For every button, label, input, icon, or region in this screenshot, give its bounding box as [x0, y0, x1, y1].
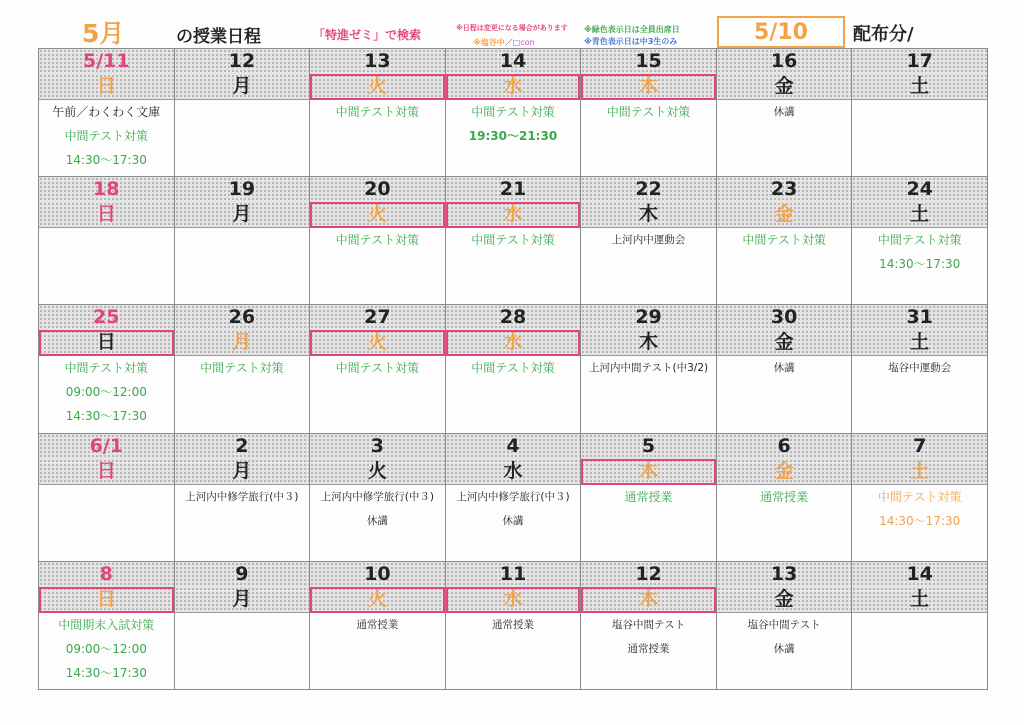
- day-cell: [309, 304, 446, 433]
- day-number: 27: [310, 305, 445, 331]
- weekday-label: 土: [852, 74, 987, 100]
- day-cell: [38, 304, 175, 433]
- day-cell: [445, 176, 582, 305]
- event-line: 午前／わくわく文庫: [52, 105, 161, 119]
- event-line: 中間テスト対策: [742, 233, 826, 248]
- weekday-label: 月: [175, 587, 310, 613]
- page-title: の授業日程: [176, 27, 261, 47]
- event-line: 14:30〜17:30: [879, 257, 961, 272]
- day-number: 22: [581, 177, 716, 203]
- day-cell: [309, 433, 446, 562]
- day-cell: [174, 48, 311, 177]
- event-line: 休講: [366, 514, 388, 527]
- day-cell: [716, 561, 853, 690]
- day-number: 25: [39, 305, 174, 331]
- day-events: [175, 356, 310, 380]
- day-cell: [174, 561, 311, 690]
- weekday-label: 木: [581, 330, 716, 356]
- day-number: 18: [39, 177, 174, 203]
- calendar-grid: [38, 48, 987, 689]
- day-number: 26: [175, 305, 310, 331]
- day-events: [446, 228, 581, 252]
- weekday-label: 金: [717, 330, 852, 356]
- day-number: 5/11: [39, 49, 174, 75]
- event-line: 19:30〜21:30: [468, 129, 558, 143]
- day-number: 3: [310, 434, 445, 460]
- event-line: 中間テスト対策: [471, 233, 555, 248]
- day-number: 31: [852, 305, 987, 331]
- distribution-date: 5/10: [717, 16, 845, 48]
- day-events: [717, 356, 852, 380]
- event-line: 中間テスト対策: [877, 233, 962, 248]
- day-events: [310, 100, 445, 124]
- school-note-sep: ／: [504, 38, 513, 47]
- weekday-label: 日: [39, 330, 174, 356]
- day-number: 10: [310, 562, 445, 588]
- day-events: [852, 228, 987, 276]
- day-number: 5: [581, 434, 716, 460]
- day-events: [446, 356, 581, 380]
- weekday-label: 土: [852, 330, 987, 356]
- day-number: 23: [717, 177, 852, 203]
- weekday-label: 日: [39, 74, 174, 100]
- event-line: 中間テスト対策: [335, 361, 420, 376]
- day-cell: [716, 176, 853, 305]
- day-cell: [716, 48, 853, 177]
- day-number: 4: [446, 434, 581, 460]
- school-note: [473, 37, 535, 48]
- event-line: 中間テスト対策: [200, 361, 284, 376]
- weekday-label: 月: [175, 74, 310, 100]
- day-cell: [716, 433, 853, 562]
- month-label: 5月: [82, 19, 125, 48]
- day-events: [581, 356, 716, 380]
- day-cell: [174, 433, 311, 562]
- weekday-label: 金: [717, 459, 852, 485]
- day-events: [717, 228, 852, 252]
- event-line: 上河内中間テスト(中3/2): [588, 362, 709, 375]
- day-events: [581, 613, 716, 661]
- day-number: 20: [310, 177, 445, 203]
- day-cell: [580, 176, 717, 305]
- day-events: [39, 100, 174, 172]
- search-hint: 「特進ゼミ」で検索: [313, 28, 422, 42]
- event-line: 上河内中修学旅行(中３): [456, 490, 570, 503]
- event-line: 中間テスト対策: [471, 105, 555, 119]
- weekday-label: 水: [446, 74, 581, 100]
- day-number: 2: [175, 434, 310, 460]
- day-events: [310, 613, 445, 637]
- day-number: 15: [581, 49, 716, 75]
- weekday-label: 火: [310, 74, 445, 100]
- event-line: 通常授業: [491, 618, 534, 631]
- event-line: 上河内中修学旅行(中３): [185, 490, 299, 503]
- school-note-b: □con: [512, 38, 535, 47]
- weekday-label: 水: [446, 330, 581, 356]
- calendar-week: [38, 48, 987, 176]
- weekday-label: 木: [581, 587, 716, 613]
- weekday-label: 月: [175, 202, 310, 228]
- page-header: [0, 0, 1024, 48]
- day-cell: [38, 48, 175, 177]
- event-line: 休講: [502, 514, 524, 527]
- event-line: 14:30〜17:30: [65, 665, 147, 680]
- day-number: 8: [39, 562, 174, 588]
- event-line: 09:00〜12:00: [65, 641, 147, 656]
- day-cell: [309, 176, 446, 305]
- day-cell: [445, 48, 582, 177]
- day-cell: [851, 304, 988, 433]
- event-line: 中間テスト対策: [64, 129, 149, 143]
- day-number: 12: [581, 562, 716, 588]
- day-events: [852, 356, 987, 380]
- day-events: [446, 100, 581, 148]
- event-line: 中間テスト対策: [335, 105, 420, 119]
- event-line: 14:30〜17:30: [879, 513, 961, 528]
- day-events: [310, 485, 445, 533]
- day-events: [717, 613, 852, 661]
- event-line: 塩谷中間テスト: [612, 618, 686, 631]
- weekday-label: 土: [852, 202, 987, 228]
- weekday-label: 金: [717, 74, 852, 100]
- event-line: 中間テスト対策: [606, 105, 691, 119]
- day-number: 7: [852, 434, 987, 460]
- weekday-label: 月: [175, 330, 310, 356]
- weekday-label: 水: [446, 587, 581, 613]
- weekday-label: 金: [717, 202, 852, 228]
- day-number: 16: [717, 49, 852, 75]
- day-events: [581, 228, 716, 252]
- day-cell: [445, 304, 582, 433]
- day-number: 30: [717, 305, 852, 331]
- day-cell: [851, 48, 988, 177]
- day-cell: [851, 561, 988, 690]
- day-events: [581, 100, 716, 124]
- day-events: [446, 613, 581, 637]
- day-number: 9: [175, 562, 310, 588]
- event-line: 14:30〜17:30: [65, 409, 147, 424]
- event-line: 中間テスト対策: [877, 489, 962, 504]
- weekday-label: 火: [310, 587, 445, 613]
- event-line: 通常授業: [356, 618, 399, 631]
- day-events: [39, 613, 174, 685]
- weekday-label: 月: [175, 459, 310, 485]
- weekday-label: 木: [581, 74, 716, 100]
- event-line: 塩谷中間テスト: [747, 618, 821, 631]
- day-cell: [580, 304, 717, 433]
- day-cell: [851, 176, 988, 305]
- event-line: 14:30〜17:30: [65, 153, 147, 167]
- calendar-week: [38, 304, 987, 432]
- day-cell: [38, 433, 175, 562]
- day-number: 19: [175, 177, 310, 203]
- day-events: [310, 228, 445, 252]
- event-line: 中間期末入試対策: [58, 617, 155, 632]
- day-events: [581, 485, 716, 509]
- event-line: 上河内中修学旅行(中３): [320, 490, 434, 503]
- event-line: 通常授業: [624, 489, 673, 504]
- event-line: 中間テスト対策: [471, 361, 555, 376]
- weekday-label: 火: [310, 202, 445, 228]
- weekday-label: 土: [852, 459, 987, 485]
- weekday-label: 土: [852, 587, 987, 613]
- event-line: 休講: [773, 362, 795, 375]
- distribution-label: 配布分/: [853, 24, 914, 45]
- day-number: 13: [717, 562, 852, 588]
- day-cell: [309, 561, 446, 690]
- calendar-week: [38, 433, 987, 561]
- day-events: [717, 485, 852, 509]
- day-number: 14: [446, 49, 581, 75]
- weekday-label: 木: [581, 202, 716, 228]
- weekday-label: 火: [310, 330, 445, 356]
- weekday-label: 金: [717, 587, 852, 613]
- day-number: 17: [852, 49, 987, 75]
- day-cell: [174, 304, 311, 433]
- calendar-week: [38, 561, 987, 689]
- day-events: [852, 485, 987, 533]
- day-events: [446, 485, 581, 533]
- day-cell: [580, 561, 717, 690]
- weekday-label: 日: [39, 202, 174, 228]
- event-line: 中間テスト対策: [335, 233, 420, 248]
- event-line: 休講: [773, 106, 795, 118]
- day-number: 14: [852, 562, 987, 588]
- day-cell: [851, 433, 988, 562]
- school-note-a: ※塩谷中: [473, 38, 505, 47]
- day-number: 6: [717, 434, 852, 460]
- green-legend-note: ※緑色表示日は全員出席日: [584, 25, 680, 34]
- day-events: [175, 485, 310, 509]
- weekday-label: 火: [310, 459, 445, 485]
- day-number: 11: [446, 562, 581, 588]
- day-number: 24: [852, 177, 987, 203]
- weekday-label: 水: [446, 202, 581, 228]
- day-cell: [38, 176, 175, 305]
- blue-legend-note: ※青色表示日は中3生のみ: [584, 37, 678, 46]
- weekday-label: 日: [39, 587, 174, 613]
- day-number: 21: [446, 177, 581, 203]
- event-line: 上河内中運動会: [611, 234, 686, 247]
- day-cell: [174, 176, 311, 305]
- day-cell: [716, 304, 853, 433]
- event-line: 通常授業: [627, 642, 670, 655]
- day-events: [717, 100, 852, 124]
- schedule-change-note: ※日程は変更になる場合があります: [456, 24, 568, 32]
- event-line: 中間テスト対策: [64, 361, 149, 376]
- weekday-label: 水: [446, 459, 581, 485]
- day-cell: [38, 561, 175, 690]
- day-number: 12: [175, 49, 310, 75]
- day-cell: [580, 433, 717, 562]
- event-line: 通常授業: [760, 489, 809, 504]
- day-events: [310, 356, 445, 380]
- day-events: [39, 356, 174, 428]
- event-line: 09:00〜12:00: [65, 385, 147, 400]
- day-cell: [580, 48, 717, 177]
- day-number: 29: [581, 305, 716, 331]
- day-number: 13: [310, 49, 445, 75]
- weekday-label: 日: [39, 459, 174, 485]
- day-number: 28: [446, 305, 581, 331]
- day-number: 6/1: [39, 434, 174, 460]
- event-line: 塩谷中運動会: [888, 362, 952, 375]
- day-cell: [445, 561, 582, 690]
- day-cell: [445, 433, 582, 562]
- calendar-week: [38, 176, 987, 304]
- day-cell: [309, 48, 446, 177]
- weekday-label: 木: [581, 459, 716, 485]
- event-line: 休講: [773, 642, 795, 655]
